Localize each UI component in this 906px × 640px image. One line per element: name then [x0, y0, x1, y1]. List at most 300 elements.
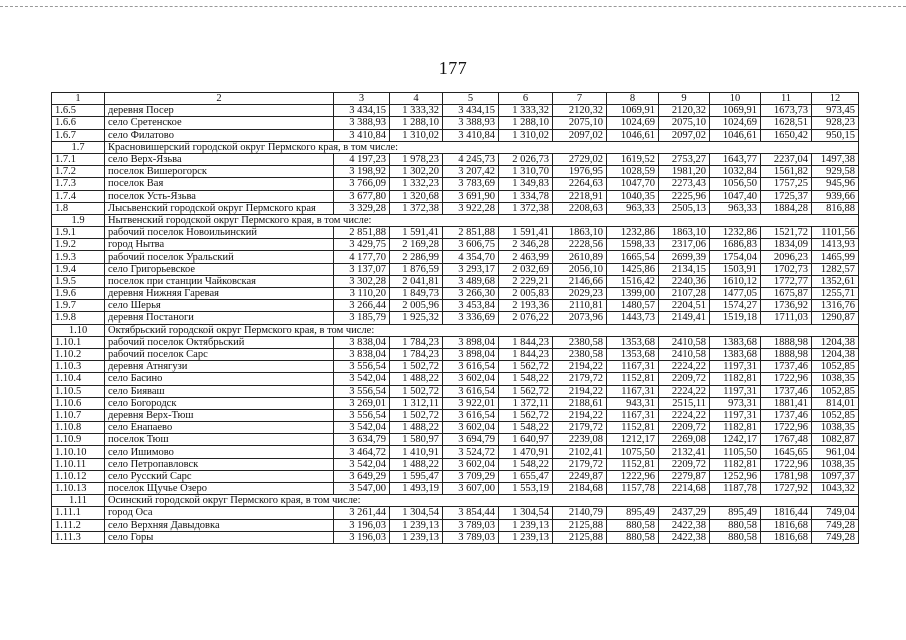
- tariff-value: 3 329,28: [334, 202, 390, 214]
- tariff-value: 3 607,00: [443, 483, 499, 495]
- table-row: [52, 239, 859, 251]
- tariff-value: 3 266,44: [334, 300, 390, 312]
- table-row: [52, 397, 859, 409]
- tariff-value: 2 076,22: [499, 312, 553, 324]
- tariff-value: 1516,42: [607, 275, 659, 287]
- tariff-value: 1725,37: [761, 190, 812, 202]
- tariff-value: 1561,82: [761, 166, 812, 178]
- tariff-value: 2410,58: [659, 336, 710, 348]
- tariff-value: 2179,72: [553, 458, 607, 470]
- tariff-value: 2029,23: [553, 288, 607, 300]
- tariff-value: 2 346,28: [499, 239, 553, 251]
- tariff-value: 1 372,38: [390, 202, 443, 214]
- tariff-value: 1204,38: [812, 336, 859, 348]
- tariff-value: 1316,76: [812, 300, 859, 312]
- tariff-value: 1167,31: [607, 385, 659, 397]
- tariff-value: 3 137,07: [334, 263, 390, 275]
- table-row: [52, 153, 859, 165]
- tariff-value: 1477,05: [710, 288, 761, 300]
- row-number: 1.7.1: [52, 153, 105, 165]
- row-number: 1.9.8: [52, 312, 105, 324]
- column-header: 1: [52, 93, 105, 105]
- tariff-value: 3 524,72: [443, 446, 499, 458]
- tariff-value: 2149,41: [659, 312, 710, 324]
- table-row: [52, 385, 859, 397]
- tariff-value: 1737,46: [761, 409, 812, 421]
- tariff-value: 1 288,10: [499, 117, 553, 129]
- tariff-value: 2132,41: [659, 446, 710, 458]
- settlement-name: город Оса: [105, 507, 334, 519]
- tariff-value: 1737,46: [761, 385, 812, 397]
- tariff-value: 1232,86: [710, 227, 761, 239]
- tariff-value: 2179,72: [553, 373, 607, 385]
- tariff-value: 895,49: [710, 507, 761, 519]
- tariff-value: 2218,91: [553, 190, 607, 202]
- tariff-value: 2 169,28: [390, 239, 443, 251]
- tariff-value: 1097,37: [812, 470, 859, 482]
- tariff-value: 3 634,79: [334, 434, 390, 446]
- tariff-value: 2146,66: [553, 275, 607, 287]
- tariff-value: 3 429,75: [334, 239, 390, 251]
- tariff-value: 3 649,29: [334, 470, 390, 482]
- row-number: 1.7.2: [52, 166, 105, 178]
- tariff-value: 961,04: [812, 446, 859, 458]
- tariff-value: 3 434,15: [334, 105, 390, 117]
- tariff-value: 3 266,30: [443, 288, 499, 300]
- tariff-value: 3 838,04: [334, 336, 390, 348]
- tariff-value: 2317,06: [659, 239, 710, 251]
- tariff-value: 2 032,69: [499, 263, 553, 275]
- table-row: [52, 275, 859, 287]
- tariff-value: 1598,33: [607, 239, 659, 251]
- tariff-value: 1673,73: [761, 105, 812, 117]
- tariff-value: 1 655,47: [499, 470, 553, 482]
- tariff-value: 939,66: [812, 190, 859, 202]
- tariff-value: 880,58: [607, 531, 659, 543]
- tariff-value: 2 193,36: [499, 300, 553, 312]
- tariff-value: 1038,35: [812, 458, 859, 470]
- tariff-value: 1816,68: [761, 519, 812, 531]
- tariff-value: 1884,28: [761, 202, 812, 214]
- table-row: [52, 458, 859, 470]
- tariff-value: 1 372,11: [499, 397, 553, 409]
- settlement-name: село Богородск: [105, 397, 334, 409]
- tariff-value: 3 434,15: [443, 105, 499, 117]
- section-number: 1.11: [52, 495, 105, 507]
- settlement-name: деревня Атнягузи: [105, 361, 334, 373]
- tariff-value: 1619,52: [607, 153, 659, 165]
- tariff-value: 1 470,91: [499, 446, 553, 458]
- tariff-value: 1082,87: [812, 434, 859, 446]
- tariff-value: 1 332,23: [390, 178, 443, 190]
- settlement-name: поселок Усть-Язьва: [105, 190, 334, 202]
- section-row: [52, 495, 859, 507]
- settlement-name: рабочий поселок Новоильинский: [105, 227, 334, 239]
- tariff-value: 2194,22: [553, 361, 607, 373]
- table-row: [52, 190, 859, 202]
- tariff-value: 1 310,02: [499, 129, 553, 141]
- tariff-value: 880,58: [710, 519, 761, 531]
- tariff-value: 2437,29: [659, 507, 710, 519]
- row-number: 1.10.13: [52, 483, 105, 495]
- tariff-value: 1255,71: [812, 288, 859, 300]
- tariff-value: 3 198,92: [334, 166, 390, 178]
- tariff-value: 1722,96: [761, 458, 812, 470]
- tariff-value: 1047,40: [710, 190, 761, 202]
- tariff-value: 749,28: [812, 519, 859, 531]
- tariff-value: 1290,87: [812, 312, 859, 324]
- tariff-value: 3 269,01: [334, 397, 390, 409]
- tariff-value: 2699,39: [659, 251, 710, 263]
- tariff-value: 2214,68: [659, 483, 710, 495]
- tariff-value: 2073,96: [553, 312, 607, 324]
- tariff-value: 2 851,88: [443, 227, 499, 239]
- tariff-value: 749,28: [812, 531, 859, 543]
- tariff-value: 1 312,11: [390, 397, 443, 409]
- table-row: [52, 446, 859, 458]
- tariff-value: 2228,56: [553, 239, 607, 251]
- tariff-value: 1834,09: [761, 239, 812, 251]
- tariff-value: 1737,46: [761, 361, 812, 373]
- tariff-value: 1182,81: [710, 373, 761, 385]
- settlement-name: поселок Тюш: [105, 434, 334, 446]
- tariff-value: 2753,27: [659, 153, 710, 165]
- tariff-table: [51, 92, 859, 544]
- tariff-value: 1222,96: [607, 470, 659, 482]
- column-header: 10: [710, 93, 761, 105]
- table-row: [52, 288, 859, 300]
- tariff-value: 1157,78: [607, 483, 659, 495]
- tariff-value: 1038,35: [812, 373, 859, 385]
- tariff-value: 2225,96: [659, 190, 710, 202]
- settlement-name: село Верхняя Давыдовка: [105, 519, 334, 531]
- tariff-value: 3 602,04: [443, 373, 499, 385]
- tariff-value: 1 239,13: [499, 531, 553, 543]
- tariff-value: 880,58: [607, 519, 659, 531]
- tariff-value: 3 556,54: [334, 361, 390, 373]
- tariff-value: 1711,03: [761, 312, 812, 324]
- tariff-value: 2249,87: [553, 470, 607, 482]
- row-number: 1.9.4: [52, 263, 105, 275]
- settlement-name: село Петропавловск: [105, 458, 334, 470]
- tariff-value: 1 784,23: [390, 336, 443, 348]
- settlement-name: село Шерья: [105, 300, 334, 312]
- table-row: [52, 263, 859, 275]
- tariff-value: 816,88: [812, 202, 859, 214]
- tariff-value: 1 580,97: [390, 434, 443, 446]
- tariff-value: 1665,54: [607, 251, 659, 263]
- section-row: [52, 214, 859, 226]
- column-header: 6: [499, 93, 553, 105]
- tariff-value: 1 333,32: [499, 105, 553, 117]
- tariff-value: 1197,31: [710, 385, 761, 397]
- tariff-value: 3 547,00: [334, 483, 390, 495]
- tariff-value: 1863,10: [659, 227, 710, 239]
- tariff-value: 3 453,84: [443, 300, 499, 312]
- tariff-value: 2188,61: [553, 397, 607, 409]
- tariff-value: 1 849,73: [390, 288, 443, 300]
- tariff-value: 2184,68: [553, 483, 607, 495]
- tariff-value: 1 784,23: [390, 348, 443, 360]
- tariff-value: 1 548,22: [499, 458, 553, 470]
- tariff-value: 814,01: [812, 397, 859, 409]
- tariff-value: 3 556,54: [334, 385, 390, 397]
- settlement-name: село Горы: [105, 531, 334, 543]
- tariff-value: 3 898,04: [443, 336, 499, 348]
- table-row: [52, 507, 859, 519]
- tariff-value: 1 304,54: [390, 507, 443, 519]
- tariff-value: 3 606,75: [443, 239, 499, 251]
- settlement-name: деревня Верх-Тюш: [105, 409, 334, 421]
- section-title: Нытвенский городской округ Пермского края, в том числе:: [105, 214, 859, 226]
- settlement-name: рабочий поселок Октябрьский: [105, 336, 334, 348]
- tariff-value: 2 851,88: [334, 227, 390, 239]
- settlement-name: деревня Нижняя Гаревая: [105, 288, 334, 300]
- tariff-value: 973,31: [710, 397, 761, 409]
- tariff-value: 1976,95: [553, 166, 607, 178]
- tariff-value: 2097,02: [659, 129, 710, 141]
- settlement-name: рабочий поселок Уральский: [105, 251, 334, 263]
- tariff-value: 1 349,83: [499, 178, 553, 190]
- tariff-value: 1480,57: [607, 300, 659, 312]
- header-row: [52, 93, 859, 105]
- tariff-value: 1383,68: [710, 348, 761, 360]
- tariff-value: 1252,96: [710, 470, 761, 482]
- settlement-name: деревня Посер: [105, 105, 334, 117]
- tariff-value: 1 488,22: [390, 373, 443, 385]
- row-number: 1.10.3: [52, 361, 105, 373]
- tariff-value: 1024,69: [607, 117, 659, 129]
- tariff-value: 1413,93: [812, 239, 859, 251]
- tariff-value: 2179,72: [553, 422, 607, 434]
- tariff-value: 2204,51: [659, 300, 710, 312]
- tariff-value: 1242,17: [710, 434, 761, 446]
- tariff-value: 1040,35: [607, 190, 659, 202]
- tariff-value: 2224,22: [659, 361, 710, 373]
- table-body: [52, 105, 859, 544]
- tariff-value: 895,49: [607, 507, 659, 519]
- tariff-value: 3 261,44: [334, 507, 390, 519]
- tariff-value: 3 898,04: [443, 348, 499, 360]
- tariff-value: 3 388,93: [443, 117, 499, 129]
- tariff-value: 1722,96: [761, 422, 812, 434]
- row-number: 1.11.3: [52, 531, 105, 543]
- tariff-value: 1182,81: [710, 422, 761, 434]
- table-row: [52, 531, 859, 543]
- tariff-value: 2134,15: [659, 263, 710, 275]
- tariff-value: 1152,81: [607, 373, 659, 385]
- row-number: 1.10.12: [52, 470, 105, 482]
- tariff-value: 945,96: [812, 178, 859, 190]
- tariff-value: 3 556,54: [334, 409, 390, 421]
- tariff-value: 1628,51: [761, 117, 812, 129]
- row-number: 1.6.5: [52, 105, 105, 117]
- table-row: [52, 178, 859, 190]
- tariff-value: 1 562,72: [499, 361, 553, 373]
- tariff-value: 1167,31: [607, 361, 659, 373]
- tariff-value: 2107,28: [659, 288, 710, 300]
- tariff-value: 3 602,04: [443, 458, 499, 470]
- tariff-value: 1863,10: [553, 227, 607, 239]
- tariff-value: 1197,31: [710, 361, 761, 373]
- tariff-value: 1075,50: [607, 446, 659, 458]
- tariff-value: 2 463,99: [499, 251, 553, 263]
- tariff-value: 2 026,73: [499, 153, 553, 165]
- row-number: 1.10.6: [52, 397, 105, 409]
- column-header: 7: [553, 93, 607, 105]
- tariff-value: 1 978,23: [390, 153, 443, 165]
- row-number: 1.10.1: [52, 336, 105, 348]
- tariff-value: 2096,23: [761, 251, 812, 263]
- tariff-value: 2239,08: [553, 434, 607, 446]
- tariff-value: 3 336,69: [443, 312, 499, 324]
- tariff-value: 3 542,04: [334, 373, 390, 385]
- column-header: 11: [761, 93, 812, 105]
- section-title: Осинский городской округ Пермского края, в том числе:: [105, 495, 859, 507]
- column-header: 4: [390, 93, 443, 105]
- tariff-value: 2240,36: [659, 275, 710, 287]
- row-number: 1.9.7: [52, 300, 105, 312]
- tariff-value: 1 548,22: [499, 422, 553, 434]
- tariff-value: 3 293,17: [443, 263, 499, 275]
- row-number: 1.7.4: [52, 190, 105, 202]
- tariff-value: 1 410,91: [390, 446, 443, 458]
- tariff-value: 1046,61: [607, 129, 659, 141]
- tariff-value: 3 616,54: [443, 409, 499, 421]
- tariff-value: 880,58: [710, 531, 761, 543]
- tariff-value: 2120,32: [659, 105, 710, 117]
- tariff-value: 3 207,42: [443, 166, 499, 178]
- table-row: [52, 519, 859, 531]
- tariff-value: 1 562,72: [499, 385, 553, 397]
- tariff-value: 1 562,72: [499, 409, 553, 421]
- tariff-value: 1521,72: [761, 227, 812, 239]
- tariff-value: 1 320,68: [390, 190, 443, 202]
- tariff-value: 2056,10: [553, 263, 607, 275]
- tariff-value: 1702,73: [761, 263, 812, 275]
- section-row: [52, 324, 859, 336]
- settlement-name: город Нытва: [105, 239, 334, 251]
- tariff-value: 3 196,03: [334, 519, 390, 531]
- tariff-value: 1722,96: [761, 373, 812, 385]
- tariff-value: 3 388,93: [334, 117, 390, 129]
- tariff-value: 2194,22: [553, 409, 607, 421]
- tariff-value: 1383,68: [710, 336, 761, 348]
- settlement-name: деревня Постаноги: [105, 312, 334, 324]
- tariff-value: 1353,68: [607, 336, 659, 348]
- tariff-value: 3 489,68: [443, 275, 499, 287]
- tariff-value: 3 196,03: [334, 531, 390, 543]
- tariff-value: 2729,02: [553, 153, 607, 165]
- table-row: [52, 361, 859, 373]
- tariff-value: 1881,41: [761, 397, 812, 409]
- row-number: 1.10.4: [52, 373, 105, 385]
- tariff-value: 2 286,99: [390, 251, 443, 263]
- tariff-value: 2224,22: [659, 385, 710, 397]
- tariff-value: 2075,10: [553, 117, 607, 129]
- tariff-value: 1610,12: [710, 275, 761, 287]
- tariff-value: 2273,43: [659, 178, 710, 190]
- row-number: 1.6.7: [52, 129, 105, 141]
- tariff-value: 3 691,90: [443, 190, 499, 202]
- tariff-value: 2194,22: [553, 385, 607, 397]
- settlement-name: село Сретенское: [105, 117, 334, 129]
- tariff-value: 1686,83: [710, 239, 761, 251]
- tariff-value: 1736,92: [761, 300, 812, 312]
- tariff-value: 2422,38: [659, 531, 710, 543]
- tariff-value: 4 354,70: [443, 251, 499, 263]
- tariff-value: 973,45: [812, 105, 859, 117]
- row-number: 1.9.3: [52, 251, 105, 263]
- tariff-value: 749,04: [812, 507, 859, 519]
- tariff-value: 1 844,23: [499, 336, 553, 348]
- tariff-value: 1888,98: [761, 336, 812, 348]
- settlement-name: село Григорьевское: [105, 263, 334, 275]
- settlement-name: село Бияваш: [105, 385, 334, 397]
- tariff-value: 2120,32: [553, 105, 607, 117]
- section-row: [52, 141, 859, 153]
- tariff-value: 2125,88: [553, 531, 607, 543]
- tariff-value: 3 616,54: [443, 361, 499, 373]
- tariff-value: 2380,58: [553, 336, 607, 348]
- tariff-value: 1167,31: [607, 409, 659, 421]
- tariff-value: 2 005,83: [499, 288, 553, 300]
- column-header: 2: [105, 93, 334, 105]
- settlement-name: Лысьвенский городской округ Пермского края: [105, 202, 334, 214]
- tariff-value: 2 041,81: [390, 275, 443, 287]
- settlement-name: село Верх-Язьва: [105, 153, 334, 165]
- row-number: 1.8: [52, 202, 105, 214]
- column-header: 3: [334, 93, 390, 105]
- tariff-value: 1 334,78: [499, 190, 553, 202]
- row-number: 1.10.7: [52, 409, 105, 421]
- tariff-value: 1 493,19: [390, 483, 443, 495]
- section-title: Красновишерский городской округ Пермского края, в том числе:: [105, 141, 859, 153]
- tariff-value: 1 844,23: [499, 348, 553, 360]
- tariff-value: 1650,42: [761, 129, 812, 141]
- tariff-value: 1 333,32: [390, 105, 443, 117]
- tariff-value: 3 783,69: [443, 178, 499, 190]
- tariff-value: 3 789,03: [443, 531, 499, 543]
- tariff-value: 3 410,84: [334, 129, 390, 141]
- settlement-name: поселок при станции Чайковская: [105, 275, 334, 287]
- tariff-value: 2208,63: [553, 202, 607, 214]
- tariff-value: 3 602,04: [443, 422, 499, 434]
- tariff-value: 1152,81: [607, 458, 659, 470]
- table-row: [52, 117, 859, 129]
- tariff-value: 2264,63: [553, 178, 607, 190]
- row-number: 1.9.1: [52, 227, 105, 239]
- tariff-value: 1 488,22: [390, 422, 443, 434]
- tariff-value: 1024,69: [710, 117, 761, 129]
- tariff-value: 1 925,32: [390, 312, 443, 324]
- tariff-value: 1574,27: [710, 300, 761, 312]
- tariff-value: 1503,91: [710, 263, 761, 275]
- tariff-value: 1056,50: [710, 178, 761, 190]
- tariff-value: 3 542,04: [334, 458, 390, 470]
- table-row: [52, 129, 859, 141]
- table-row: [52, 202, 859, 214]
- tariff-value: 1105,50: [710, 446, 761, 458]
- tariff-value: 1675,87: [761, 288, 812, 300]
- tariff-value: 1 288,10: [390, 117, 443, 129]
- tariff-value: 1152,81: [607, 422, 659, 434]
- tariff-value: 1816,44: [761, 507, 812, 519]
- tariff-value: 2140,79: [553, 507, 607, 519]
- tariff-value: 1 591,41: [390, 227, 443, 239]
- tariff-value: 1754,04: [710, 251, 761, 263]
- tariff-value: 1047,70: [607, 178, 659, 190]
